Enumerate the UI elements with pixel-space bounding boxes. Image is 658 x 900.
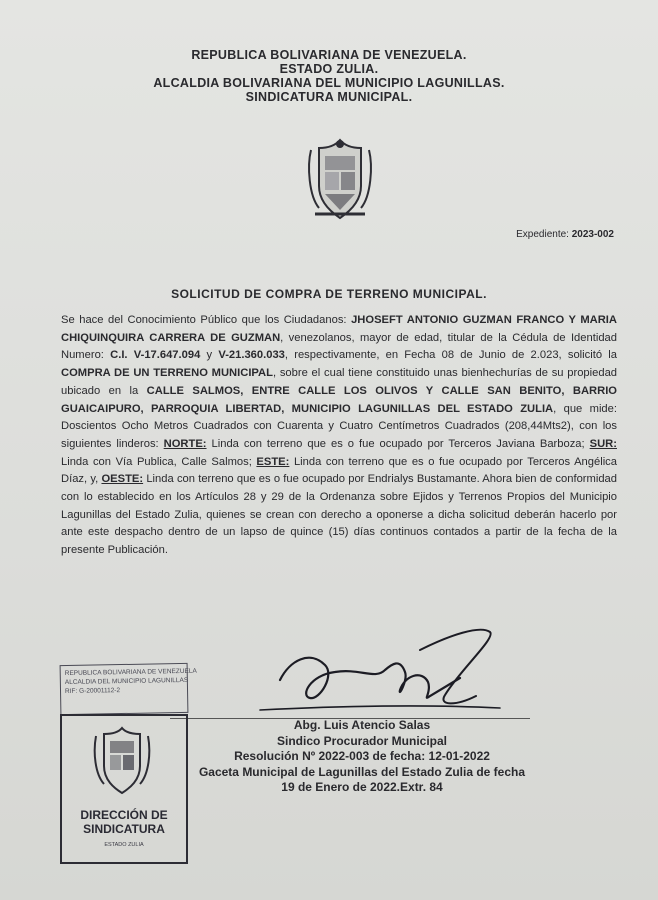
- notice-body: [61, 312, 617, 560]
- header-line-1: REPUBLICA BOLIVARIANA DE VENEZUELA.: [191, 48, 467, 62]
- body-text-10: Linda con terreno que es o fue ocupado por Endrialys Bustamante. Ahora bien de conformidad con lo establecido en los Artículos 28 y 29 de la Ordenanza sobre Ejidos y Terrenos Propios del Municipio Lagunillas del Estado Zulia, quienes se crean con derecho a oponerse a dicha solicitud deberán hacerlo por ante este despacho dentro de un lapso de quince (15) días continuos contados a partir de la fecha de la presente Publicación.: [61, 473, 617, 557]
- municipal-coat-of-arms: [305, 136, 375, 222]
- stamp-office-name: DIRECCIÓN DE SINDICATURA: [80, 808, 168, 836]
- signatory-gaceta: Gaceta Municipal de Lagunillas del Estado Zulia de fecha: [198, 764, 526, 779]
- purchase-subject: COMPRA DE UN TERRENO MUNICIPAL: [61, 367, 273, 380]
- applicant-names: JHOSEFT ANTONIO GUZMAN FRANCO Y MARIA CHIQUINQUIRA CARRERA DE GUZMAN: [61, 314, 617, 344]
- id-number-2: V-21.360.033: [218, 349, 285, 362]
- signatory-date: 19 de Enero de 2022.Extr. 84: [281, 780, 443, 794]
- body-text-3: y: [200, 349, 219, 362]
- body-text-4: , respectivamente, en Fecha 08 de Junio de 2.023, solicitó la: [284, 349, 617, 362]
- boundary-south: SUR:: [589, 437, 617, 450]
- sindicatura-stamp: [60, 714, 188, 864]
- signatory-name: Abg. Luis Atencio Salas: [293, 718, 431, 732]
- header-line-4: SINDICATURA MUNICIPAL.: [245, 90, 413, 104]
- body-text-6: , que mide: Doscientos Ocho Metros Cuadrados con Cuarenta y Cuatro Centímetros Cuadrados (208,44Mts2), con los siguientes linderos:: [61, 402, 617, 450]
- header-line-2: ESTADO ZULIA.: [279, 62, 379, 76]
- case-number: [516, 229, 614, 240]
- letterhead: [0, 48, 658, 104]
- body-text-2: , venezolanos, mayor de edad, titular de la Cédula de Identidad Numero:: [61, 331, 617, 362]
- case-number-value: 2023-002: [571, 229, 614, 240]
- body-text-8: Linda con Vía Publica, Calle Salmos;: [61, 455, 257, 468]
- signatory-block: [152, 718, 572, 796]
- body-intro: Se hace del Conocimiento Público que los Ciudadanos:: [61, 314, 352, 326]
- case-number-label: Expediente:: [516, 229, 569, 240]
- stamp-emblem-icon: [92, 724, 152, 796]
- stamp-state: ESTADO ZULIA: [104, 842, 144, 848]
- stamp-line-3: RIF: G-20001112-2: [64, 687, 121, 696]
- property-location: CALLE SALMOS, ENTRE CALLE LOS OLIVOS Y CALLE SAN BENITO, BARRIO GUAICAIPURO, PARROQUIA LIBERTAD, MUNICIPIO LAGUNILLAS DEL ESTADO ZULIA: [61, 384, 617, 415]
- boundary-north: NORTE:: [163, 437, 207, 450]
- handwritten-signature: [160, 620, 520, 730]
- signatory-role: Sindico Procurador Municipal: [276, 733, 448, 748]
- body-text-9: Linda con terreno que es o fue ocupado por Terceros Angélica Díaz, y,: [61, 455, 618, 486]
- stamp-line-2: ALCALDIA DEL MUNICIPIO LAGUNILLAS: [64, 676, 189, 687]
- id-number-1: C.I. V-17.647.094: [110, 349, 201, 362]
- document-title: SOLICITUD DE COMPRA DE TERRENO MUNICIPAL.: [171, 287, 487, 301]
- boundary-east: ESTE:: [256, 455, 290, 468]
- stamp-line-1: REPUBLICA BOLIVARIANA DE VENEZUELA: [64, 667, 197, 678]
- header-line-3: ALCALDIA BOLIVARIANA DEL MUNICIPIO LAGUNILLAS.: [153, 76, 505, 90]
- signatory-resolution: Resolución Nº 2022-003 de fecha: 12-01-2022: [234, 749, 490, 763]
- boundary-west: OESTE:: [101, 473, 144, 486]
- body-text-5: , sobre el cual tiene constituido unas bienhechurías de su propiedad ubicado en la: [61, 367, 618, 397]
- body-text-7: Linda con terreno que es o fue ocupado por Terceros Javiana Barboza;: [206, 437, 590, 450]
